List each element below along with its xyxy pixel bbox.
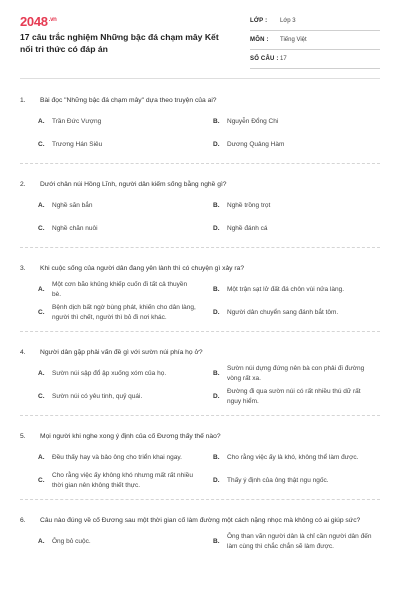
meta-value: Lớp 3	[280, 12, 380, 31]
meta-row-subject	[250, 31, 380, 50]
answer-options	[20, 110, 380, 156]
option-text: Nguyễn Đổng Chi	[227, 117, 279, 125]
meta-label: SỐ CÂU :	[250, 50, 280, 69]
meta-label: LỚP :	[250, 12, 280, 31]
answer-option[interactable]	[213, 469, 380, 492]
answer-option[interactable]	[213, 301, 380, 324]
answer-options	[20, 278, 380, 324]
meta-value: 17	[280, 50, 380, 69]
option-text: Một trận sạt lở đất đá chôn vùi nửa làng.	[227, 285, 345, 293]
answer-option[interactable]	[213, 278, 380, 301]
question	[20, 96, 380, 164]
answer-option[interactable]	[38, 194, 205, 217]
option-letter: D.	[213, 308, 220, 316]
option-text: Cho rằng việc ấy không khó nhưng mất rất nhiều thời gian nên không thiết thực.	[52, 471, 193, 489]
option-text: Cho rằng việc ấy là khó, không thể làm được.	[227, 453, 359, 461]
question-text	[20, 180, 380, 190]
option-letter: B.	[213, 201, 220, 209]
answer-option[interactable]	[213, 362, 380, 385]
meta-row-grade	[250, 12, 380, 31]
question-number: 4.	[20, 349, 26, 356]
option-letter: A.	[38, 117, 45, 125]
option-text: Thấy ý định của ông thật ngu ngốc.	[227, 476, 329, 484]
option-letter: C.	[38, 140, 45, 148]
option-letter: B.	[213, 369, 220, 377]
question-list	[20, 80, 380, 568]
answer-options	[20, 194, 380, 240]
question-prompt: Khi cuộc sống của người dân đang yên lành thì có chuyện gì xảy ra?	[40, 265, 245, 272]
question-text	[20, 516, 380, 526]
question	[20, 432, 380, 500]
option-text: Người dân chuyển sang đánh bắt tôm.	[227, 308, 339, 316]
meta-label: MÔN :	[250, 31, 280, 50]
question-number: 6.	[20, 517, 26, 524]
option-letter: C.	[38, 392, 45, 400]
option-text: Bệnh dịch bất ngờ bùng phát, khiến cho dân làng, người thì chết, người thì bỏ đi nơi khác.	[52, 303, 196, 321]
option-text: Ông bỏ cuộc.	[52, 537, 91, 545]
answer-option[interactable]	[213, 446, 380, 469]
question-prompt: Câu nào đúng về cố Đương sau một thời gian cố làm đường một cách nặng nhọc mà không có ai giúp sức?	[40, 517, 361, 524]
option-text: Nghề chăn nuôi	[52, 224, 98, 232]
answer-option[interactable]	[213, 530, 380, 553]
question-prompt: Người dân gặp phải vấn đề gì với sườn núi phía họ ở?	[40, 349, 203, 356]
option-letter: D.	[213, 140, 220, 148]
question	[20, 264, 380, 332]
meta-table	[250, 12, 380, 69]
answer-options	[20, 362, 380, 408]
answer-option[interactable]	[213, 385, 380, 408]
option-text: Sườn núi dựng đứng nên bà con phải đi đường vòng rất xa.	[227, 364, 365, 382]
answer-options	[20, 530, 380, 553]
option-text: Ông than vãn người dân là chỉ cần người dân đến làm cùng thì chắc chắn sẽ làm được.	[227, 532, 372, 550]
option-text: Trần Đức Vượng	[52, 117, 102, 125]
option-text: Sườn núi sập đổ ập xuống xóm của họ.	[52, 369, 167, 377]
answer-option[interactable]	[213, 194, 380, 217]
option-letter: D.	[213, 392, 220, 400]
question-text	[20, 96, 380, 106]
option-text: Đường đi qua sườn núi có rất nhiều thú dữ rất nguy hiểm.	[227, 387, 361, 405]
option-letter: A.	[38, 201, 45, 209]
question	[20, 516, 380, 560]
option-letter: A.	[38, 453, 45, 461]
option-text: Nghề trồng trọt	[227, 201, 271, 209]
answer-option[interactable]	[38, 530, 205, 553]
option-letter: B.	[213, 537, 220, 545]
answer-option[interactable]	[213, 217, 380, 240]
option-letter: A.	[38, 537, 45, 545]
question-number: 5.	[20, 433, 26, 440]
logo-suffix: .vn	[48, 16, 57, 23]
question	[20, 348, 380, 416]
meta-row-count	[250, 50, 380, 69]
option-text: Trương Hán Siêu	[52, 140, 103, 148]
option-letter: B.	[213, 117, 220, 125]
option-text: Một cơn bão khủng khiếp cuốn đi tất cả thuyền bè.	[52, 280, 188, 298]
option-letter: A.	[38, 369, 45, 377]
option-text: Nghề săn bắn	[52, 201, 93, 209]
option-text: Nghề đánh cá	[227, 224, 268, 232]
answer-option[interactable]	[38, 385, 205, 408]
option-letter: D.	[213, 224, 220, 232]
option-letter: C.	[38, 476, 45, 484]
answer-option[interactable]	[38, 133, 205, 156]
option-text: Sườn núi có yêu tinh, quỷ quái.	[52, 392, 143, 400]
answer-option[interactable]	[38, 278, 205, 301]
question-text	[20, 348, 380, 358]
option-letter: A.	[38, 285, 45, 293]
answer-option[interactable]	[38, 110, 205, 133]
option-letter: D.	[213, 476, 220, 484]
header-divider	[20, 78, 380, 79]
site-logo[interactable]	[20, 14, 57, 29]
question-text	[20, 264, 380, 274]
answer-option[interactable]	[213, 110, 380, 133]
question	[20, 180, 380, 248]
question-prompt: Dưới chân núi Hồng Lĩnh, người dân kiếm sống bằng nghề gì?	[40, 181, 227, 188]
logo-text: 2048	[20, 14, 48, 29]
option-letter: C.	[38, 224, 45, 232]
question-prompt: Bài đọc "Những bậc đá chạm mây" dựa theo truyện của ai?	[40, 97, 217, 104]
answer-option[interactable]	[213, 133, 380, 156]
question-number: 2.	[20, 181, 26, 188]
option-letter: B.	[213, 453, 220, 461]
question-prompt: Mọi người khi nghe xong ý định của cố Đương thấy thế nào?	[40, 433, 221, 440]
answer-option[interactable]	[38, 217, 205, 240]
meta-value: Tiếng Việt	[280, 31, 380, 50]
answer-option[interactable]	[38, 446, 205, 469]
document-title: 17 câu trắc nghiệm Những bậc đá chạm mây Kết nối tri thức có đáp án	[20, 32, 219, 54]
option-text: Đều thấy hay và bảo ông cho triển khai ngay.	[52, 453, 182, 461]
answer-option[interactable]	[38, 469, 205, 492]
question-text	[20, 432, 380, 442]
option-letter: B.	[213, 285, 220, 293]
answer-options	[20, 446, 380, 492]
question-number: 1.	[20, 97, 26, 104]
option-letter: C.	[38, 308, 45, 316]
answer-option[interactable]	[38, 362, 205, 385]
question-number: 3.	[20, 265, 26, 272]
answer-option[interactable]	[38, 301, 205, 324]
header	[0, 0, 400, 78]
option-text: Dương Quảng Hàm	[227, 140, 285, 148]
